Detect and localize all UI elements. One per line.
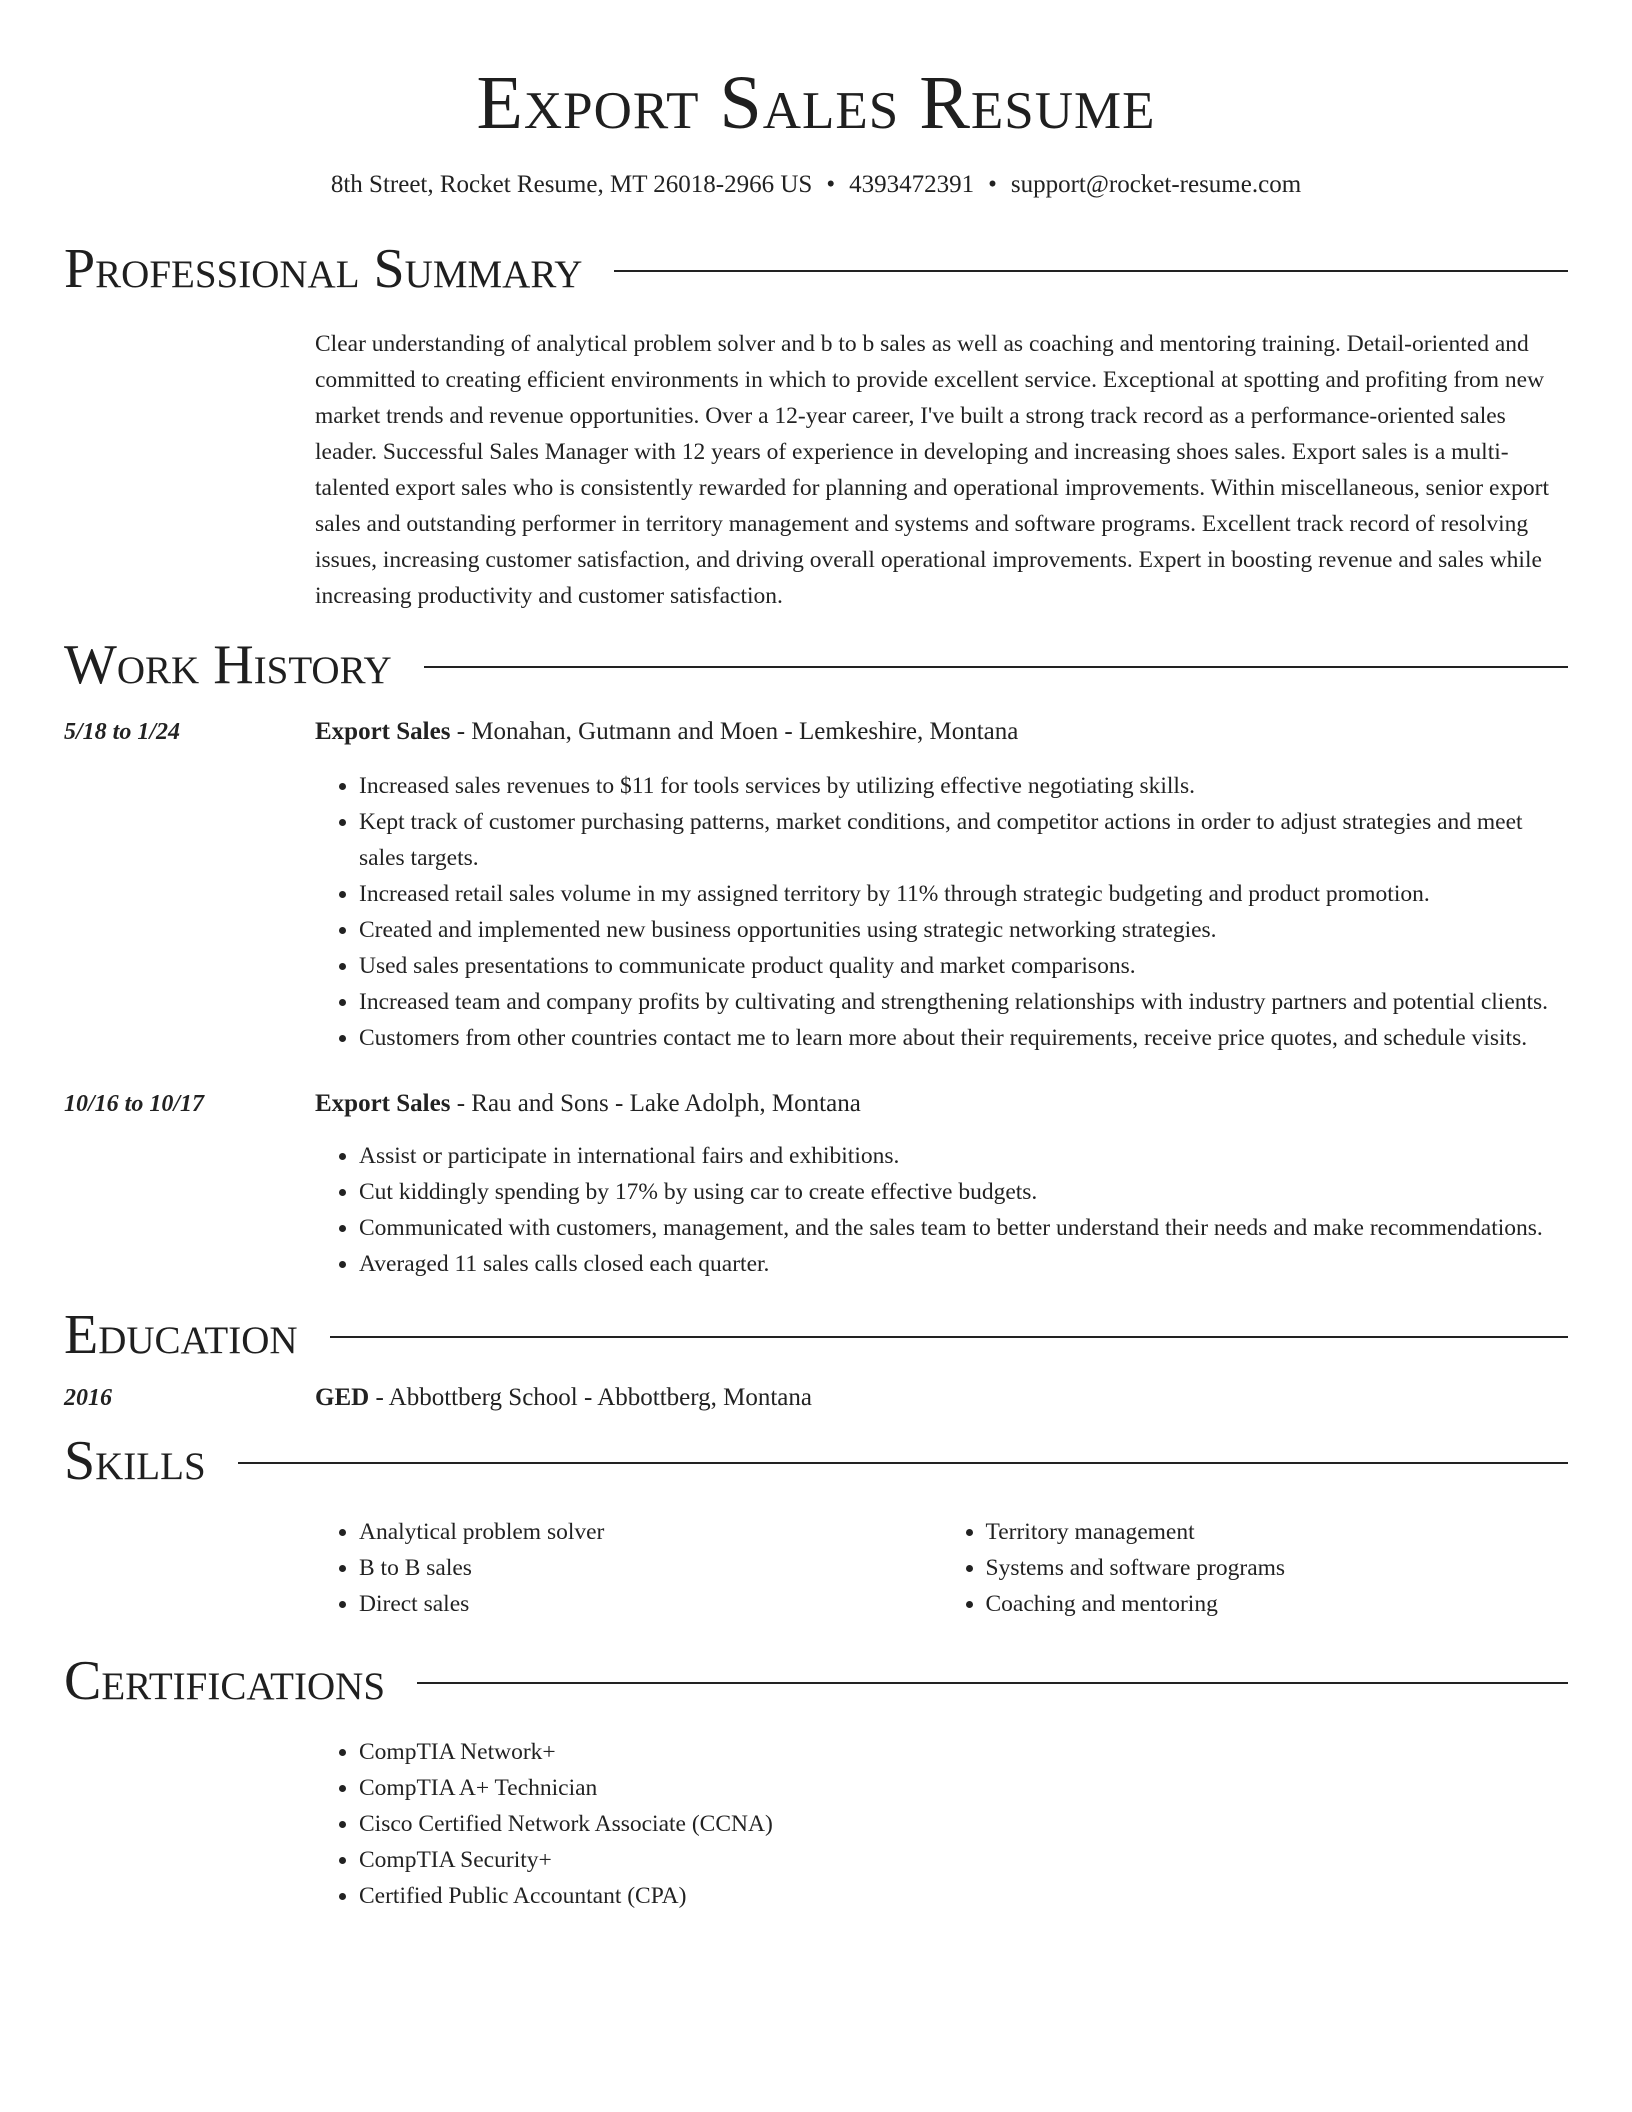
list-item: • Certified Public Accountant (CPA) bbox=[359, 1878, 1568, 1914]
list-item: • Coaching and mentoring bbox=[986, 1586, 1569, 1622]
section-title: Work History bbox=[64, 634, 392, 696]
job-entry bbox=[64, 1086, 1568, 1282]
contact-line bbox=[64, 170, 1568, 200]
contact-phone: 4393472391 bbox=[849, 171, 975, 198]
list-item: • Created and implemented new business opportunities using strategic networking strategies. bbox=[359, 912, 1568, 948]
list-item: • Territory management bbox=[986, 1514, 1569, 1550]
job-company: - Rau and Sons - Lake Adolph, Montana bbox=[450, 1090, 861, 1117]
section-rule bbox=[238, 1462, 1568, 1464]
list-item: • B to B sales bbox=[359, 1550, 942, 1586]
list-item: • CompTIA Security+ bbox=[359, 1842, 1568, 1878]
job-body bbox=[315, 1086, 1568, 1282]
job-body bbox=[315, 714, 1568, 1056]
summary-text: Clear understanding of analytical problem solver and b to b sales as well as coaching and mentoring training. Detail-oriented and committed to creating efficient environments in which to provide excellent service. Exceptional at spotting and profiting from new market trends and revenue opportunities. Over a 12-year career, I've built a strong track record as a performance-oriented sales leader. Successful Sales Manager with 12 years of experience in developing and increasing shoes sales. Export sales is a multi-talented export sales who is consistently rewarded for planning and operational improvements. Within miscellaneous, senior export sales and outstanding performer in territory management and systems and software programs. Excellent track record of resolving issues, increasing customer satisfaction, and driving overall operational improvements. Expert in boosting revenue and sales while increasing productivity and customer satisfaction. bbox=[315, 331, 1550, 609]
contact-address: 8th Street, Rocket Resume, MT 26018-2966 US bbox=[330, 171, 813, 198]
skills-column-left bbox=[315, 1514, 942, 1622]
job-company: - Monahan, Gutmann and Moen - Lemkeshire, Montana bbox=[450, 718, 1019, 745]
job-bullets bbox=[315, 768, 1568, 1056]
contact-separator: • bbox=[988, 171, 997, 198]
section-rule bbox=[330, 1336, 1568, 1338]
job-bullets bbox=[315, 1138, 1568, 1282]
section-summary-heading bbox=[64, 238, 1568, 300]
job-title: Export Sales bbox=[315, 718, 451, 745]
resume-page bbox=[64, 0, 1568, 1914]
contact-separator: • bbox=[826, 171, 836, 198]
section-work-heading bbox=[64, 634, 1568, 696]
job-dates: 5/18 to 1/24 bbox=[64, 719, 181, 745]
section-title: Certifications bbox=[64, 1650, 386, 1712]
list-item: • Kept track of customer purchasing patterns, market conditions, and competitor actions in order to adjust strategies and meet sales targets. bbox=[359, 804, 1568, 876]
section-education-heading bbox=[64, 1304, 1568, 1366]
section-rule bbox=[417, 1682, 1568, 1684]
skills-grid bbox=[315, 1514, 1568, 1622]
list-item: • Assist or participate in international fairs and exhibitions. bbox=[359, 1138, 1568, 1174]
education-degree: GED bbox=[315, 1384, 370, 1411]
job-entry bbox=[64, 714, 1568, 1056]
list-item: • Communicated with customers, management, and the sales team to better understand their needs and make recommendations. bbox=[359, 1210, 1568, 1246]
certifications-list bbox=[315, 1734, 1568, 1914]
skills-column-right bbox=[942, 1514, 1569, 1622]
job-heading bbox=[315, 714, 1568, 750]
list-item: • Systems and software programs bbox=[986, 1550, 1569, 1586]
education-heading bbox=[315, 1380, 1568, 1416]
education-entry bbox=[64, 1380, 1568, 1416]
job-title: Export Sales bbox=[315, 1090, 451, 1117]
list-item: • Used sales presentations to communicate product quality and market comparisons. bbox=[359, 948, 1568, 984]
education-school: - Abbottberg School - Abbottberg, Montana bbox=[369, 1384, 812, 1411]
list-item: • Increased retail sales volume in my assigned territory by 11% through strategic budgeting and product promotion. bbox=[359, 876, 1568, 912]
list-item: • Cisco Certified Network Associate (CCNA) bbox=[359, 1806, 1568, 1842]
list-item: • Direct sales bbox=[359, 1586, 942, 1622]
section-rule bbox=[424, 666, 1568, 668]
section-certifications-heading bbox=[64, 1650, 1568, 1712]
list-item: • CompTIA Network+ bbox=[359, 1734, 1568, 1770]
list-item: • CompTIA A+ Technician bbox=[359, 1770, 1568, 1806]
contact-email[interactable]: support@rocket-resume.com bbox=[1010, 171, 1302, 198]
list-item: • Increased sales revenues to $11 for tools services by utilizing effective negotiating skills. bbox=[359, 768, 1568, 804]
education-body bbox=[315, 1380, 1568, 1416]
list-item: • Averaged 11 sales calls closed each quarter. bbox=[359, 1246, 1568, 1282]
job-heading bbox=[315, 1086, 1568, 1122]
certifications-list-wrap bbox=[315, 1734, 1568, 1914]
education-year: 2016 bbox=[64, 1385, 112, 1411]
section-title: Professional Summary bbox=[64, 238, 583, 300]
section-skills-heading bbox=[64, 1430, 1568, 1492]
list-item: • Analytical problem solver bbox=[359, 1514, 942, 1550]
section-rule bbox=[614, 270, 1568, 272]
list-item: • Increased team and company profits by cultivating and strengthening relationships with industry partners and potential clients. bbox=[359, 984, 1568, 1020]
list-item: • Cut kiddingly spending by 17% by using car to create effective budgets. bbox=[359, 1174, 1568, 1210]
section-title: Education bbox=[64, 1304, 298, 1366]
job-dates: 10/16 to 10/17 bbox=[64, 1091, 205, 1117]
page-title: Export Sales Resume bbox=[476, 61, 1156, 145]
section-title: Skills bbox=[64, 1430, 206, 1492]
list-item: • Customers from other countries contact me to learn more about their requirements, receive price quotes, and schedule visits. bbox=[359, 1020, 1568, 1056]
